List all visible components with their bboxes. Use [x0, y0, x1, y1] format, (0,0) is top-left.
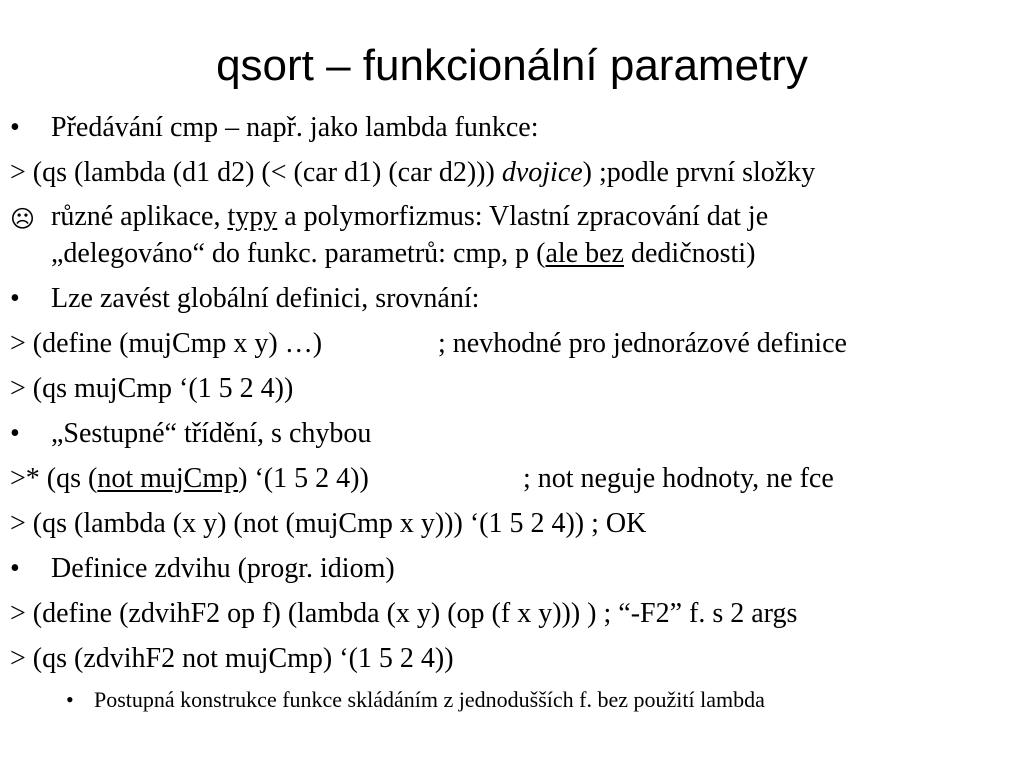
- sub-bullet-icon: •: [66, 687, 74, 712]
- frown-icon: ☹: [10, 205, 36, 233]
- code-text: (define (mujCmp x y) …): [32, 328, 323, 359]
- code-text: (qs (lambda (x y) (not (mujCmp x y))) ‘(1 5 2 4)) ; OK: [32, 508, 647, 539]
- code-line-zdvih-define: [10, 598, 797, 630]
- prompt-symbol: >: [10, 508, 26, 539]
- code-line-lambda: [10, 157, 815, 189]
- prompt-symbol: >: [10, 598, 26, 629]
- text-line-4: [51, 238, 755, 270]
- text-segment: různé aplikace,: [51, 201, 221, 232]
- underlined-word: typy: [227, 201, 278, 232]
- code-line-qs: [10, 373, 293, 405]
- bullet-icon: •: [10, 112, 20, 143]
- code-comment: ; not neguje hodnoty, ne fce: [523, 463, 834, 494]
- code-text: (define (zdvihF2 op f) (lambda (x y) (op (f x y))) ) ; “-F2” f. s 2 args: [32, 598, 798, 629]
- code-line-define: [10, 328, 322, 360]
- underlined-code: not mujCmp: [97, 463, 239, 494]
- text-line-5: Lze zavést globální definici, srovnání:: [51, 283, 480, 314]
- text-line-8: „Sestupné“ třídění, s chybou: [51, 418, 372, 449]
- italic-word: dvojice: [501, 157, 583, 188]
- prompt-symbol: >: [10, 643, 26, 674]
- text-segment: „delegováno“ do funkc. parametrů: cmp, p (: [51, 238, 546, 269]
- prompt-symbol: >: [10, 157, 26, 188]
- code-line-ok: [10, 508, 646, 540]
- code-text: (qs (zdvihF2 not mujCmp) ‘(1 5 2 4)): [32, 643, 454, 674]
- prompt-symbol: >: [10, 373, 26, 404]
- code-comment: ; nevhodné pro jednorázové definice: [438, 328, 847, 359]
- code-text: (qs (lambda (d1 d2) (< (car d1) (car d2))): [32, 157, 495, 188]
- sub-text-line: Postupná konstrukce funkce skládáním z jednodušších f. bez použití lambda: [94, 687, 765, 712]
- bullet-icon: •: [10, 553, 20, 584]
- prompt-symbol: >: [10, 328, 26, 359]
- slide-title: qsort – funkcionální parametry: [216, 41, 808, 90]
- code-text: >* (qs (: [10, 463, 98, 494]
- text-segment: dedičnosti): [630, 238, 756, 269]
- bullet-icon: •: [10, 283, 20, 314]
- code-text: (qs mujCmp ‘(1 5 2 4)): [32, 373, 294, 404]
- text-line-11: Definice zdvihu (progr. idiom): [51, 553, 395, 584]
- code-text: ) ‘(1 5 2 4)): [238, 463, 369, 494]
- code-comment: ) ;podle první složky: [582, 157, 816, 188]
- code-line-error: [10, 463, 369, 495]
- text-line-1: Předávání cmp – např. jako lambda funkce:: [51, 112, 539, 143]
- code-line-zdvih-qs: [10, 643, 454, 675]
- text-line-3: [51, 201, 768, 233]
- text-segment: a polymorfizmus: Vlastní zpracování dat je: [284, 201, 769, 232]
- underlined-phrase: ale bez: [545, 238, 624, 269]
- bullet-icon: •: [10, 418, 20, 449]
